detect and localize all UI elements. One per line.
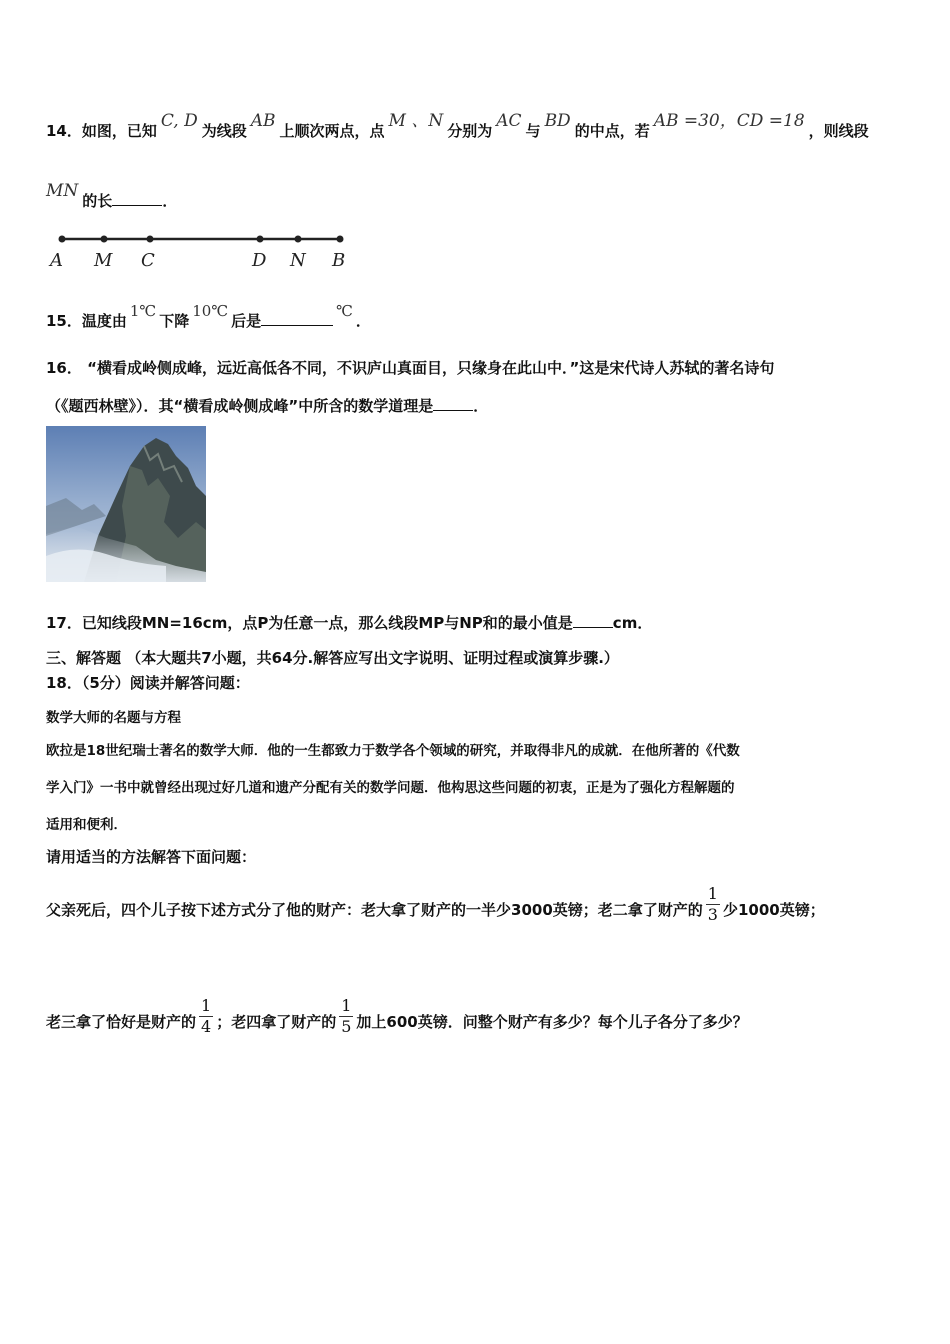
numerator: 1 bbox=[341, 996, 352, 1015]
numerator: 1 bbox=[707, 884, 718, 903]
fraction-one-fifth bbox=[339, 996, 353, 1037]
math-temp2: 10℃ bbox=[192, 302, 229, 320]
q18-problem-line2 bbox=[46, 996, 748, 1043]
q18-text: 父亲死后，四个儿子按下述方式分了他的财产：老大拿了财产的一半少3000英镑；老二拿了财产的 bbox=[46, 901, 703, 919]
q14-line2 bbox=[46, 181, 178, 211]
q18-paragraph-line2: 学入门》一书中就曾经出现过好几道和遗产分配有关的数学问题．他构思这些问题的初衷，正是为了强化方程解题的 bbox=[46, 780, 735, 796]
q15-number: 15． bbox=[46, 312, 82, 330]
answer-blank bbox=[433, 398, 473, 411]
math-ab: AB bbox=[250, 111, 276, 131]
point-a bbox=[59, 236, 66, 243]
q15-text: 下降 bbox=[159, 312, 190, 330]
denominator: 4 bbox=[201, 1017, 212, 1036]
numerator: 1 bbox=[201, 996, 212, 1015]
denominator: 3 bbox=[707, 905, 718, 924]
q14-text: 为线段 bbox=[201, 122, 247, 140]
math-ac: AC bbox=[496, 111, 522, 131]
math-bd: BD bbox=[544, 111, 571, 131]
q14-text: 上顺次两点，点 bbox=[279, 122, 385, 140]
mountain-photo bbox=[46, 426, 206, 582]
q18-text: 少1000英镑； bbox=[722, 901, 825, 919]
q15-text: 温度由 bbox=[81, 312, 127, 330]
q15-text: 后是 bbox=[231, 312, 262, 330]
point-d bbox=[257, 236, 264, 243]
math-mn: MN bbox=[46, 181, 79, 201]
q18-text: 加上600英镑．问整个财产有多少？每个儿子各分了多少？ bbox=[356, 1013, 748, 1031]
q15-text: ． bbox=[355, 312, 371, 330]
q14-line1 bbox=[46, 111, 869, 141]
q15-line bbox=[46, 302, 371, 331]
q16-text: ． bbox=[473, 397, 489, 415]
point-n bbox=[295, 236, 302, 243]
math-unit: ℃ bbox=[336, 302, 353, 320]
q16-line2 bbox=[46, 395, 488, 416]
q18-text: ；老四拿了财产的 bbox=[216, 1013, 337, 1031]
q18-header: 18．（5分）阅读并解答问题： bbox=[46, 674, 250, 692]
section-heading: 三、解答题 （本大题共7小题，共64分.解答应写出文字说明、证明过程或演算步骤.） bbox=[46, 649, 619, 667]
q16-text: （《题西林壁》）．其“横看成岭侧成峰”中所含的数学道理是 bbox=[46, 397, 434, 415]
point-b bbox=[337, 236, 344, 243]
answer-blank bbox=[261, 313, 333, 326]
fraction-one-third bbox=[706, 884, 720, 925]
q18-instruction: 请用适当的方法解答下面问题： bbox=[46, 848, 257, 866]
q18-problem-line1 bbox=[46, 884, 825, 931]
answer-blank bbox=[112, 193, 162, 206]
q14-text: 分别为 bbox=[447, 122, 493, 140]
answer-blank bbox=[573, 615, 613, 628]
q17-line bbox=[46, 612, 652, 633]
point-m bbox=[101, 236, 108, 243]
q14-text: 的中点，若 bbox=[574, 122, 650, 140]
math-temp1: 1℃ bbox=[129, 302, 157, 320]
math-mn: M 、N bbox=[388, 111, 444, 131]
q18-paragraph-line3: 适用和便利． bbox=[46, 817, 127, 833]
denominator: 5 bbox=[341, 1017, 352, 1036]
line-segment-figure bbox=[46, 226, 356, 274]
point-c bbox=[147, 236, 154, 243]
q14-number: 14． bbox=[46, 122, 82, 140]
math-equation: AB =30，CD =18 bbox=[653, 111, 805, 131]
label-m: M bbox=[94, 250, 113, 271]
fraction-one-quarter bbox=[199, 996, 213, 1037]
q14-text: 如图，已知 bbox=[81, 122, 157, 140]
q14-text: 的长 bbox=[82, 192, 113, 210]
label-b: B bbox=[332, 250, 346, 271]
q16-line1: 16． “横看成岭侧成峰，远近高低各不同，不识庐山真面目，只缘身在此山中．”这是宋代诗人苏轼的著名诗句 bbox=[46, 359, 775, 377]
q14-text: ，则线段 bbox=[808, 122, 869, 140]
q17-text: 17．已知线段MN=16cm，点P为任意一点，那么线段MP与NP和的最小值是 bbox=[46, 614, 573, 632]
math-cd: C, D bbox=[160, 111, 198, 131]
label-n: N bbox=[290, 250, 306, 271]
q14-text: ． bbox=[162, 192, 178, 210]
q18-text: 老三拿了恰好是财产的 bbox=[46, 1013, 197, 1031]
q17-unit: cm． bbox=[612, 614, 653, 632]
label-d: D bbox=[252, 250, 267, 271]
q18-title: 数学大师的名题与方程 bbox=[46, 710, 181, 726]
q18-paragraph-line1: 欧拉是18世纪瑞士著名的数学大师．他的一生都致力于数学各个领域的研究，并取得非凡的成就．在他所著的《代数 bbox=[46, 743, 740, 759]
label-c: C bbox=[141, 250, 155, 271]
label-a: A bbox=[50, 250, 63, 271]
q14-text: 与 bbox=[525, 122, 541, 140]
